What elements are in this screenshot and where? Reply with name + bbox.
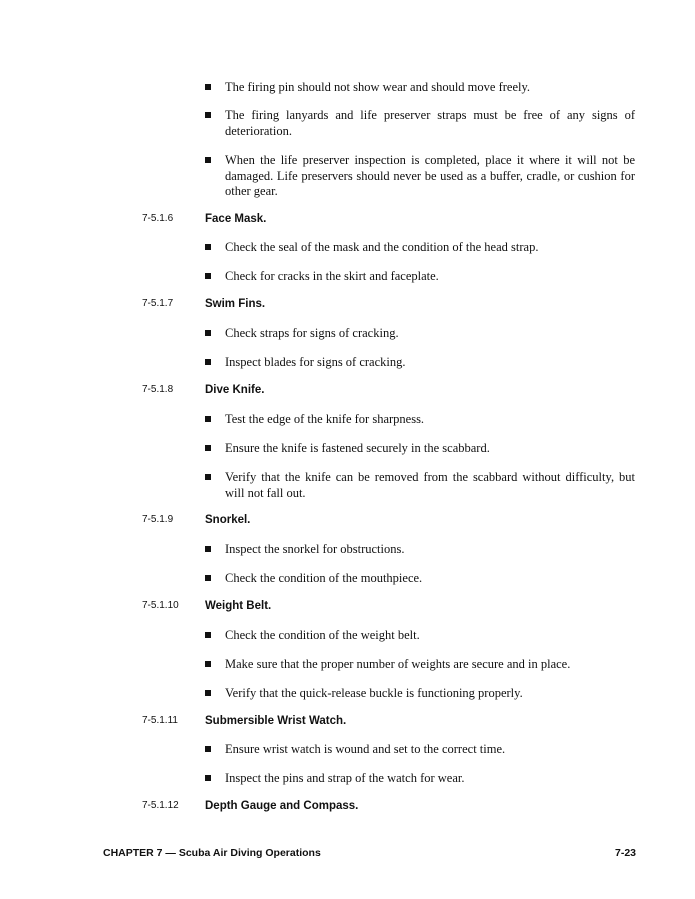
bullet-square-icon — [205, 416, 211, 422]
bullet-square-icon — [205, 157, 211, 163]
bullet-item — [205, 628, 635, 644]
bullet-text: Verify that the quick-release buckle is functioning properly. — [225, 686, 523, 700]
bullet-square-icon — [205, 359, 211, 365]
section-number: 7-5.1.9 — [142, 514, 174, 525]
bullet-item — [205, 240, 635, 256]
bullet-text: Inspect the snorkel for obstructions. — [225, 542, 405, 556]
bullet-text: Check for cracks in the skirt and faceplate. — [225, 269, 439, 283]
bullet-square-icon — [205, 775, 211, 781]
bullet-square-icon — [205, 445, 211, 451]
bullet-text: Check the condition of the mouthpiece. — [225, 571, 423, 585]
bullet-square-icon — [205, 474, 211, 480]
bullet-item — [205, 470, 635, 501]
bullet-text: Ensure wrist watch is wound and set to the correct time. — [225, 742, 506, 756]
bullet-item — [205, 412, 635, 428]
bullet-square-icon — [205, 690, 211, 696]
section-title: Submersible Wrist Watch. — [205, 715, 347, 727]
bullet-item — [205, 742, 635, 758]
bullet-item — [205, 355, 635, 371]
footer-page-number: 7-23 — [614, 847, 636, 859]
bullet-item — [205, 441, 635, 457]
section-title: Depth Gauge and Compass. — [205, 800, 359, 812]
bullet-text: Test the edge of the knife for sharpness. — [225, 412, 425, 426]
bullet-item — [205, 153, 635, 200]
bullet-text: Check straps for signs of cracking. — [225, 326, 399, 340]
bullet-text: Check the seal of the mask and the condition of the head strap. — [225, 240, 539, 254]
section-title: Swim Fins. — [205, 298, 266, 310]
bullet-item — [205, 571, 635, 587]
bullet-square-icon — [205, 84, 211, 90]
bullet-square-icon — [205, 746, 211, 752]
bullet-text: Inspect blades for signs of cracking. — [225, 355, 406, 369]
bullet-square-icon — [205, 112, 211, 118]
bullet-text: Check the condition of the weight belt. — [225, 628, 420, 642]
bullet-text: Make sure that the proper number of weights are secure and in place. — [225, 657, 571, 671]
section-title: Snorkel. — [205, 514, 251, 526]
section-number: 7-5.1.11 — [142, 715, 178, 726]
section-number: 7-5.1.10 — [142, 600, 179, 611]
bullet-text: Ensure the knife is fastened securely in the scabbard. — [225, 441, 490, 455]
bullet-item — [205, 269, 635, 285]
section-number: 7-5.1.8 — [142, 384, 174, 395]
bullet-square-icon — [205, 546, 211, 552]
bullet-square-icon — [205, 632, 211, 638]
bullet-item — [205, 108, 635, 139]
bullet-text: When the life preserver inspection is completed, place it where it will not be damaged. Life preservers should never be used as a buffer, cradle, or cushion for other gear. — [225, 153, 635, 199]
bullet-text: The firing lanyards and life preserver straps must be free of any signs of deterioration. — [225, 108, 635, 138]
bullet-square-icon — [205, 273, 211, 279]
footer-chapter-title: CHAPTER 7 — Scuba Air Diving Operations — [103, 847, 321, 859]
bullet-square-icon — [205, 661, 211, 667]
section-number: 7-5.1.12 — [142, 800, 179, 811]
bullet-text: Verify that the knife can be removed from the scabbard without difficulty, but will not fall out. — [225, 470, 635, 500]
bullet-square-icon — [205, 244, 211, 250]
bullet-item — [205, 771, 635, 787]
bullet-text: The firing pin should not show wear and should move freely. — [225, 80, 531, 94]
bullet-square-icon — [205, 330, 211, 336]
section-number: 7-5.1.6 — [142, 213, 174, 224]
bullet-square-icon — [205, 575, 211, 581]
section-title: Weight Belt. — [205, 600, 272, 612]
section-title: Face Mask. — [205, 213, 267, 225]
bullet-item — [205, 686, 635, 702]
section-number: 7-5.1.7 — [142, 298, 174, 309]
section-title: Dive Knife. — [205, 384, 265, 396]
bullet-item — [205, 542, 635, 558]
bullet-item — [205, 657, 635, 673]
bullet-item — [205, 80, 635, 96]
bullet-text: Inspect the pins and strap of the watch for wear. — [225, 771, 465, 785]
bullet-item — [205, 326, 635, 342]
